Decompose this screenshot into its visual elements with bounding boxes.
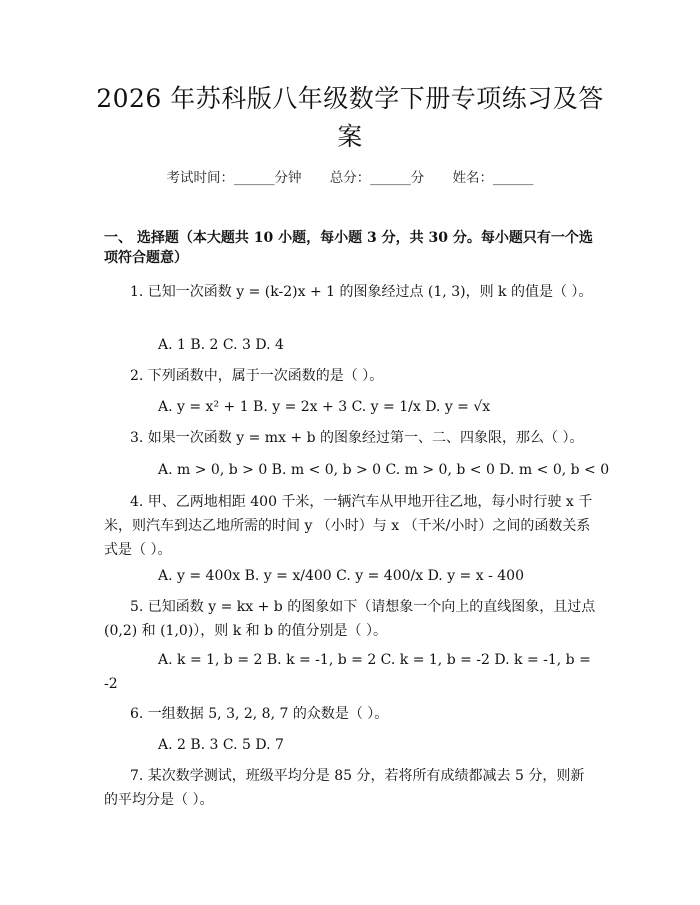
question-7: 7. 某次数学测试，班级平均分是 85 分，若将所有成绩都减去 5 分，则新的平均分是（ ）。: [104, 768, 585, 808]
question-1: 1. 已知一次函数 y = (k-2)x + 1 的图象经过点 (1, 3)，则 k 的值是（ ）。: [130, 284, 593, 300]
question-4-options: A. y = 400x B. y = x/400 C. y = 400/x D. y = x - 400: [158, 568, 524, 584]
question-6-options: A. 2 B. 3 C. 5 D. 7: [158, 737, 284, 753]
exam-time: 考试时间：______分钟: [166, 170, 302, 186]
question-5: 5. 已知函数 y = kx + b 的图象如下（请想象一个向上的直线图象，且过点(0,2) 和 (1,0)），则 k 和 b 的值分别是（ ）。: [104, 599, 596, 639]
exam-meta: [0, 168, 700, 188]
page-title: 2026 年苏科版八年级数学下册专项练习及答案: [96, 84, 604, 151]
student-name: 姓名：______: [452, 170, 534, 186]
question-1-options: A. 1 B. 2 C. 3 D. 4: [158, 337, 284, 353]
total-score: 总分：______分: [329, 170, 425, 186]
question-2: 2. 下列函数中，属于一次函数的是（ ）。: [130, 368, 384, 384]
section-heading: 一、 选择题（本大题共 10 小题，每小题 3 分，共 30 分。每小题只有一个选项符合题意）: [104, 230, 593, 266]
question-2-options: A. y = x² + 1 B. y = 2x + 3 C. y = 1/x D. y = √x: [158, 399, 491, 415]
question-4: 4. 甲、乙两地相距 400 千米，一辆汽车从甲地开往乙地，每小时行驶 x 千米，则汽车到达乙地所需的时间 y （小时）与 x （千米/小时）之间的函数关系式是（ ）。: [104, 494, 593, 558]
question-3: 3. 如果一次函数 y = mx + b 的图象经过第一、二、四象限，那么（ ）。: [130, 430, 584, 446]
question-3-options: A. m > 0, b > 0 B. m < 0, b > 0 C. m > 0, b < 0 D. m < 0, b < 0: [158, 462, 610, 478]
question-6: 6. 一组数据 5, 3, 2, 8, 7 的众数是（ ）。: [130, 706, 389, 722]
question-5-options: A. k = 1, b = 2 B. k = -1, b = 2 C. k = 1, b = -2 D. k = -1, b = -2: [104, 652, 591, 692]
